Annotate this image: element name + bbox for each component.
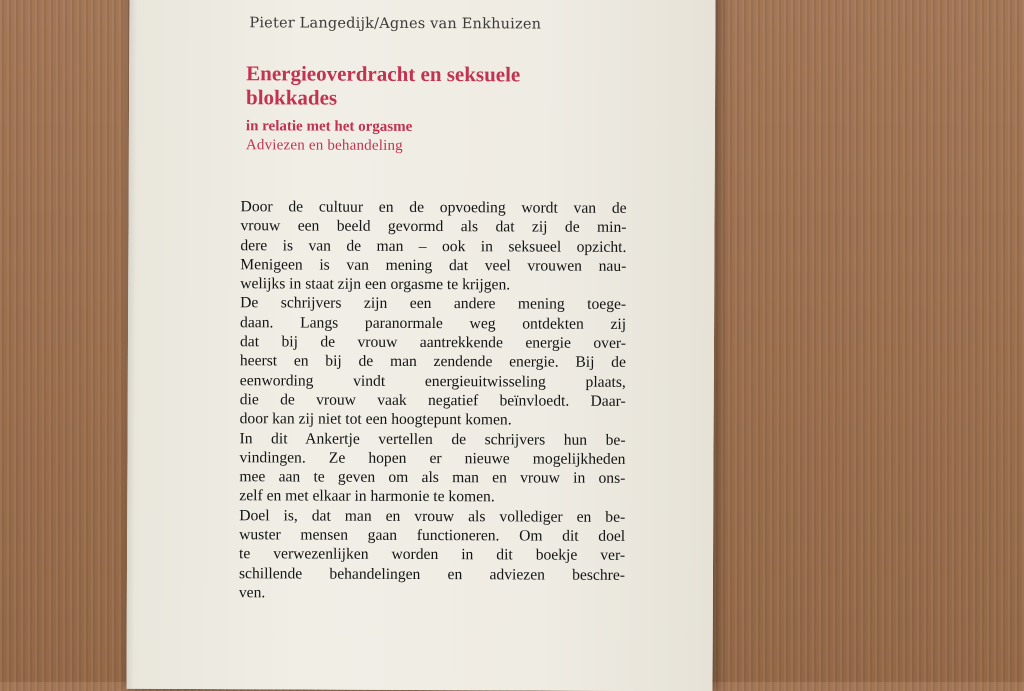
blurb-line: Menigeen is van mening dat veel vrouwen nau- bbox=[240, 256, 627, 275]
book-back-cover bbox=[126, 0, 715, 691]
blurb-line: Doel is, dat man en vrouw als vollediger en be- bbox=[239, 506, 626, 526]
blurb-line: ven. bbox=[238, 584, 266, 602]
blurb-line: vrouw een beeld gevormd als dat zij de min- bbox=[240, 217, 627, 237]
blurb-line: dere is van de man – ook in seksueel opzicht. bbox=[240, 236, 627, 256]
book-title-line: Energieoverdracht en seksuele bbox=[246, 61, 521, 87]
book-subtitle: in relatie met het orgasme bbox=[245, 118, 413, 135]
book-title-line: blokkades bbox=[246, 85, 338, 110]
blurb-line: dat bij de vrouw aantrekkende energie over- bbox=[239, 333, 627, 352]
cover-edge-shadow bbox=[126, 0, 137, 689]
blurb-line: zelf en met elkaar in harmonie te komen. bbox=[239, 487, 495, 506]
blurb-line: wuster mensen gaan functioneren. Om dit doel bbox=[239, 526, 626, 545]
book-blurb bbox=[239, 197, 627, 604]
blurb-line: vindingen. Ze hopen er nieuwe mogelijkheden bbox=[239, 449, 626, 468]
blurb-line: daan. Langs paranormale weg ontdekten zij bbox=[240, 313, 627, 333]
blurb-line: schillende behandelingen en adviezen beschre- bbox=[238, 564, 626, 584]
blurb-line: In dit Ankertje vertellen de schrijvers hun be- bbox=[239, 429, 626, 449]
blurb-line: die de vrouw vaak negatief beïnvloedt. Daar- bbox=[239, 391, 626, 410]
blurb-line: te verwezenlijken worden in dit boekje ver- bbox=[239, 545, 626, 565]
blurb-line: eenwording vindt energieuitwisseling plaats, bbox=[239, 371, 626, 391]
blurb-line: welijks in staat zijn een orgasme te krijgen. bbox=[240, 275, 511, 294]
book-subtitle-secondary: Adviezen en behandeling bbox=[245, 137, 403, 154]
book-authors: Pieter Langedijk/Agnes van Enkhuizen bbox=[249, 15, 542, 33]
blurb-line: mee aan te geven om als man en vrouw in ons- bbox=[239, 468, 626, 488]
blurb-line: De schrijvers zijn een andere mening toege- bbox=[240, 294, 627, 314]
blurb-line: door kan zij niet tot een hoogtepunt komen. bbox=[239, 410, 512, 429]
blurb-line: heerst en bij de man zendende energie. Bij de bbox=[239, 352, 626, 372]
book-title bbox=[246, 61, 646, 111]
blurb-line: Door de cultuur en de opvoeding wordt van de bbox=[240, 198, 627, 217]
